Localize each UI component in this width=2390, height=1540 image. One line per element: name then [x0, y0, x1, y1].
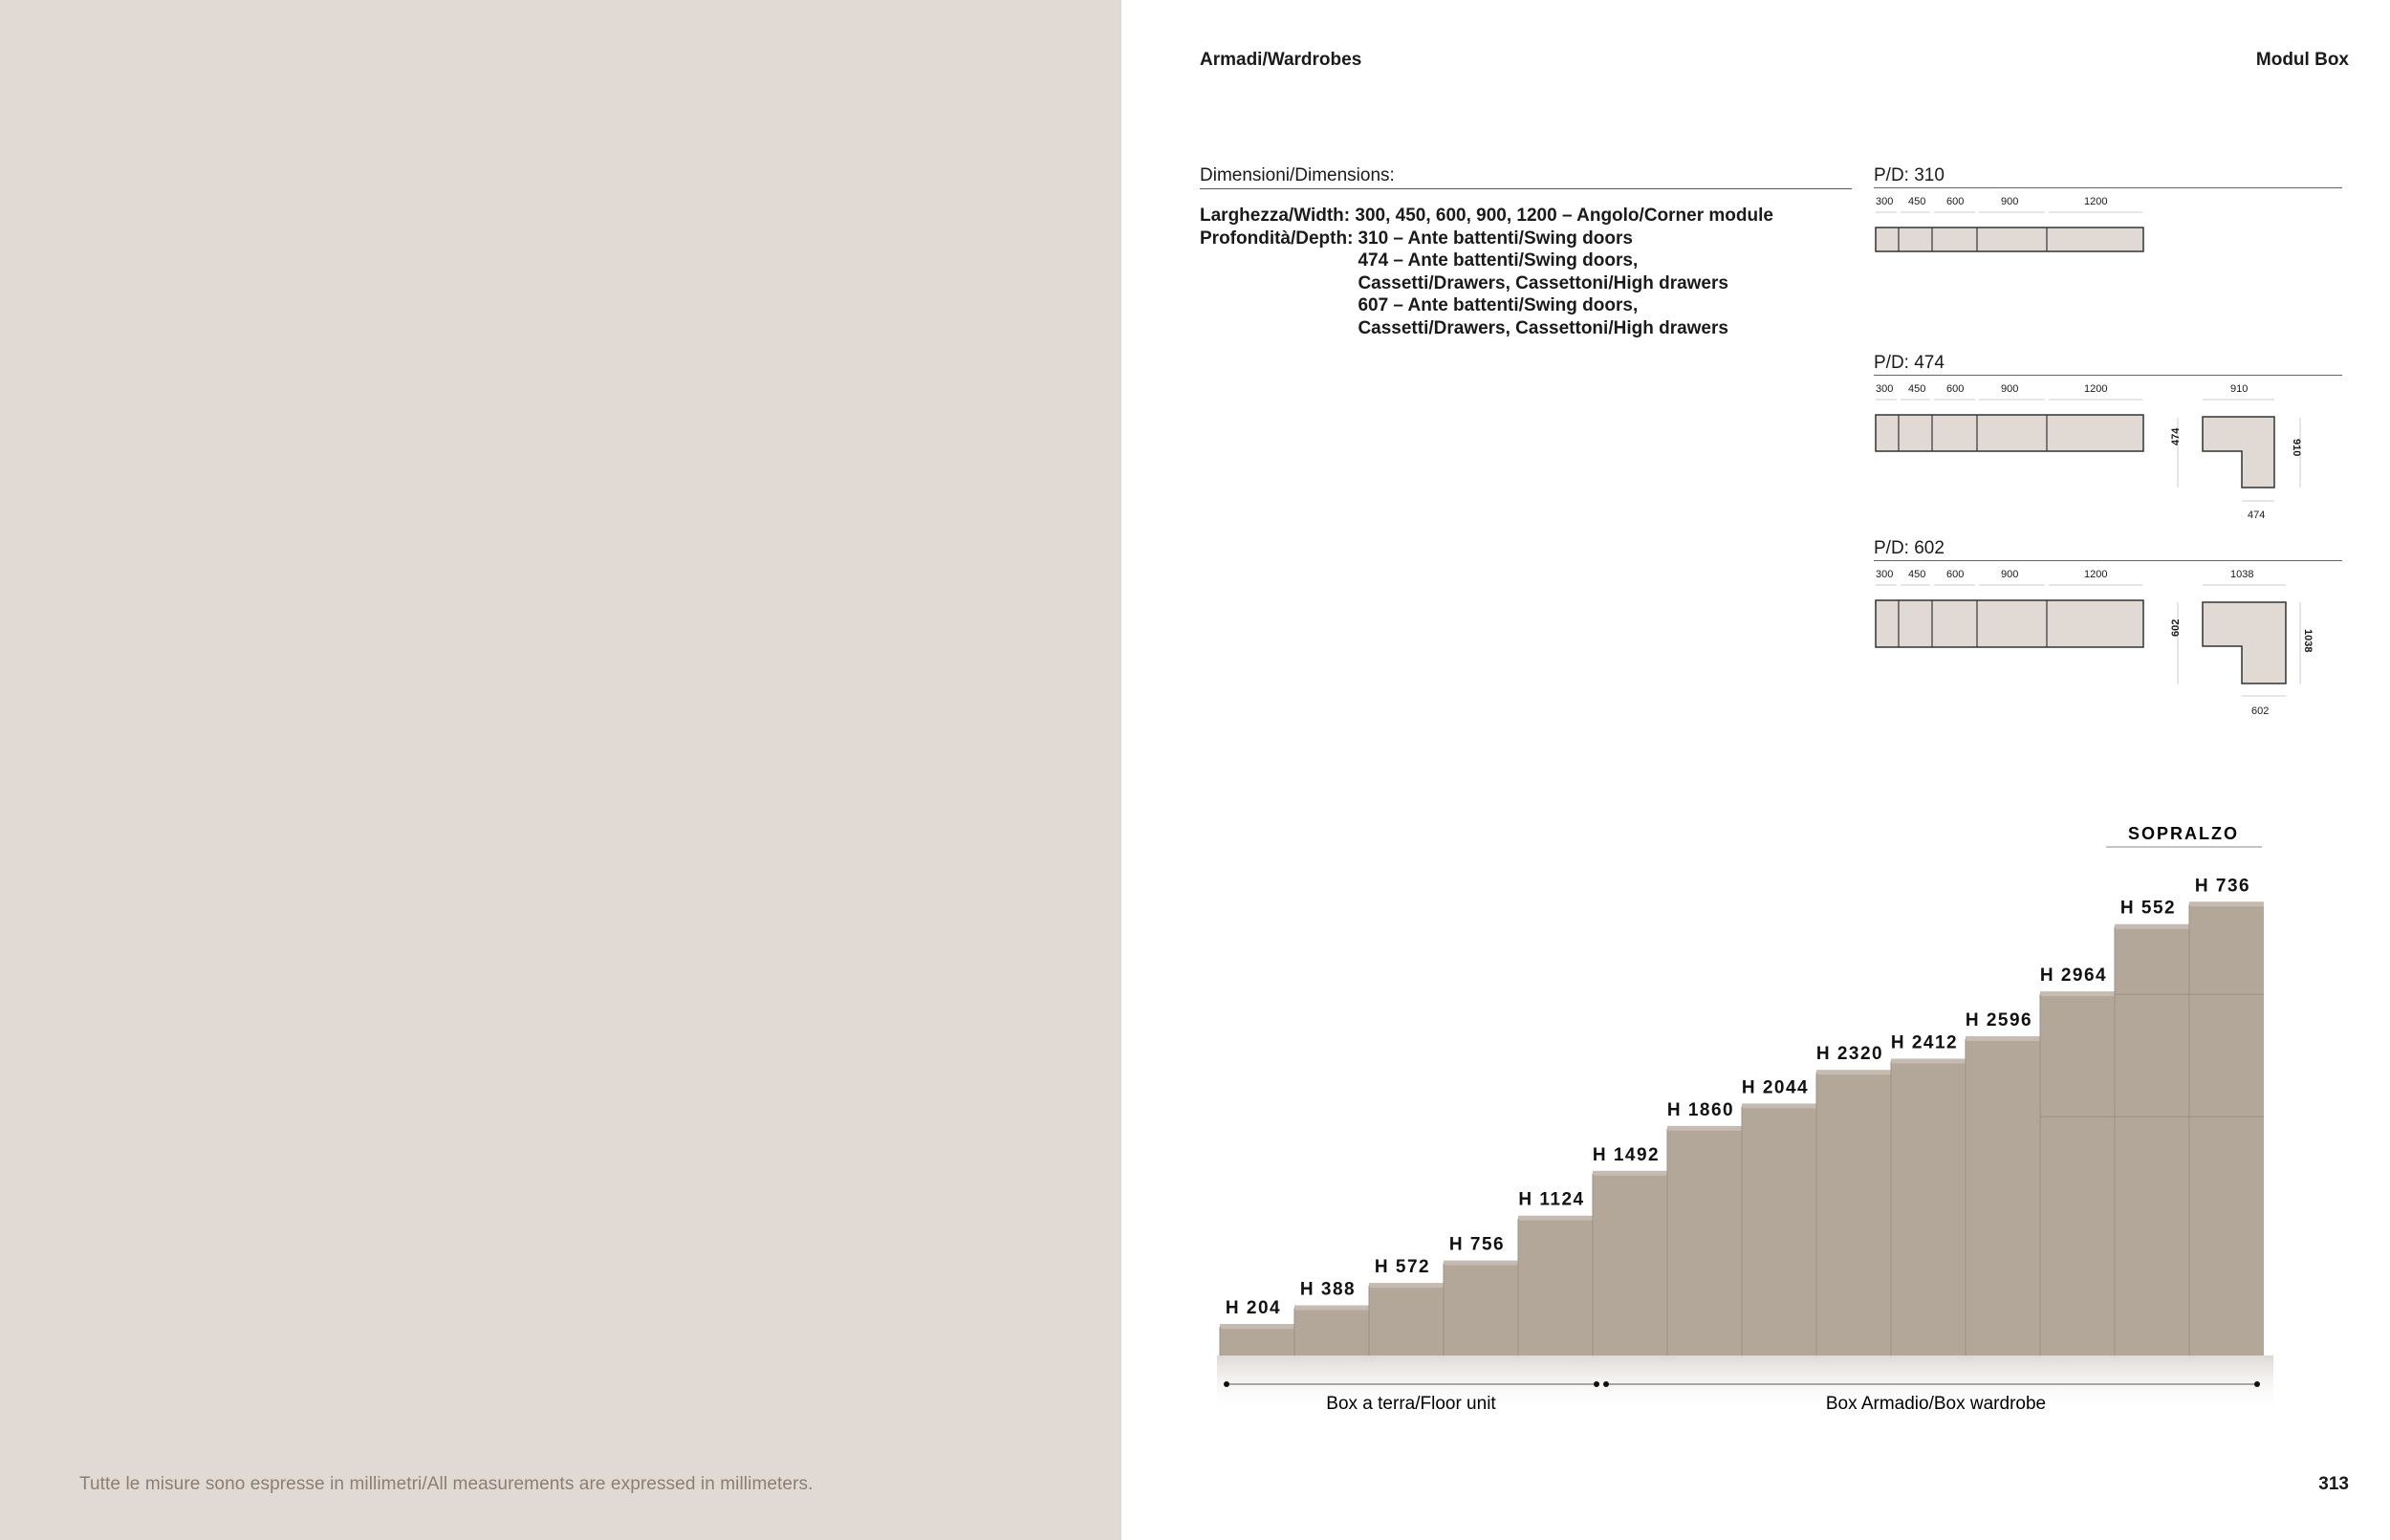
- box-body: [1294, 1309, 1369, 1356]
- box-top-edge: [1593, 1171, 1667, 1176]
- right-content-panel: [1121, 0, 2390, 1540]
- height-label: H 1492: [1592, 1144, 1661, 1165]
- box-step: [2040, 991, 2115, 1356]
- box-top-edge: [1294, 1306, 1369, 1311]
- product-title: Modul Box: [2255, 50, 2349, 70]
- width-label-900: 900: [2001, 569, 2019, 580]
- height-label: H 2044: [1741, 1077, 1810, 1098]
- width-values: 300, 450, 600, 900, 1200 – Angolo/Corner module: [1355, 206, 1773, 226]
- height-label: H 2412: [1890, 1032, 1959, 1053]
- box-step: [1220, 1324, 1294, 1356]
- range-dot: [1224, 1381, 1229, 1387]
- width-label: Larghezza/Width:: [1200, 206, 1351, 226]
- sopralzo-label: SOPRALZO: [2127, 824, 2240, 843]
- range-dot: [1603, 1381, 1609, 1387]
- box-step: [2189, 901, 2264, 1356]
- corner-label-top: 910: [2230, 383, 2249, 395]
- corner-label-left: 602: [2170, 618, 2182, 637]
- box-step: [1667, 1126, 1742, 1356]
- width-label-900: 900: [2001, 196, 2019, 207]
- height-label: H 572: [1374, 1257, 1431, 1278]
- box-body: [1369, 1286, 1444, 1356]
- floor-unit-label: Box a terra/Floor unit: [1326, 1394, 1496, 1414]
- box-body: [1444, 1264, 1518, 1356]
- dimensions-title: Dimensioni/Dimensions:: [1200, 165, 1852, 189]
- height-label: H 204: [1225, 1298, 1282, 1318]
- box-body: [1518, 1219, 1593, 1356]
- height-label: H 1124: [1518, 1189, 1585, 1210]
- depth-line-5: Cassetti/Drawers, Cassettoni/High drawers: [1358, 317, 1728, 338]
- box-top-edge: [1891, 1058, 1966, 1063]
- box-top-edge: [1444, 1261, 1518, 1266]
- range-dot: [2254, 1381, 2260, 1387]
- box-top-edge: [2189, 901, 2264, 906]
- corner-label-top: 1038: [2230, 569, 2254, 580]
- depth-line-4: 607 – Ante battenti/Swing doors,: [1358, 295, 1639, 315]
- box-step: [1742, 1103, 1816, 1356]
- measurement-note: Tutte le misure sono espresse in millimetri/All measurements are expressed in millimeters.: [79, 1474, 814, 1494]
- width-label-600: 600: [1946, 196, 1965, 207]
- width-label-450: 450: [1908, 569, 1926, 580]
- depth-474-title: P/D: 474: [1874, 353, 2342, 376]
- height-label: H 2596: [1965, 1010, 2033, 1031]
- box-wardrobe-label: Box Armadio/Box wardrobe: [1825, 1394, 2047, 1414]
- left-color-panel: [0, 0, 1121, 1540]
- depth-310-title: P/D: 310: [1874, 165, 2342, 188]
- box-top-edge: [1816, 1070, 1891, 1074]
- depth-602-title: P/D: 602: [1874, 538, 2342, 561]
- width-label-300: 300: [1876, 569, 1894, 580]
- box-top-edge: [1742, 1103, 1816, 1108]
- box-body: [1593, 1174, 1667, 1356]
- width-label-450: 450: [1908, 383, 1926, 395]
- box-step: [1891, 1058, 1966, 1356]
- depth-line-2: 474 – Ante battenti/Swing doors,: [1358, 250, 1639, 271]
- box-body: [2115, 927, 2189, 1356]
- corner-label-left: 474: [2170, 427, 2182, 445]
- box-body: [1966, 1039, 2040, 1356]
- box-body: [1742, 1106, 1816, 1356]
- height-label: H 756: [1448, 1234, 1506, 1255]
- depth-line-3: Cassetti/Drawers, Cassettoni/High drawers: [1358, 272, 1728, 293]
- box-top-edge: [2040, 991, 2115, 996]
- height-label: H 1860: [1666, 1099, 1735, 1120]
- box-step: [1593, 1171, 1667, 1356]
- width-label-600: 600: [1946, 383, 1965, 395]
- box-body: [1816, 1073, 1891, 1356]
- width-label-1200: 1200: [2084, 569, 2108, 580]
- width-label-600: 600: [1946, 569, 1965, 580]
- box-top-edge: [1518, 1216, 1593, 1221]
- box-body: [1220, 1327, 1294, 1356]
- box-top-edge: [1369, 1283, 1444, 1288]
- depth-line-1: 310 – Ante battenti/Swing doors: [1358, 228, 1633, 249]
- box-top-edge: [2115, 924, 2189, 929]
- width-label-300: 300: [1876, 383, 1894, 395]
- height-label: H 736: [2194, 876, 2251, 897]
- box-body: [2189, 904, 2264, 1356]
- corner-label-right: 1038: [2302, 629, 2314, 653]
- box-step: [2115, 924, 2189, 1356]
- page-number: 313: [2318, 1474, 2349, 1494]
- range-dot: [1594, 1381, 1599, 1387]
- corner-label-right: 910: [2291, 439, 2302, 457]
- height-label: H 2320: [1815, 1044, 1884, 1065]
- box-top-edge: [1966, 1036, 2040, 1041]
- box-step: [1444, 1261, 1518, 1356]
- height-label: H 388: [1299, 1279, 1357, 1300]
- box-top-edge: [1667, 1126, 1742, 1131]
- box-step: [1816, 1070, 1891, 1356]
- width-label-900: 900: [2001, 383, 2019, 395]
- box-step: [1294, 1306, 1369, 1356]
- section-title: Armadi/Wardrobes: [1200, 50, 1362, 70]
- width-label-1200: 1200: [2084, 383, 2108, 395]
- width-label-300: 300: [1876, 196, 1894, 207]
- width-label-1200: 1200: [2084, 196, 2108, 207]
- box-body: [1667, 1129, 1742, 1356]
- corner-label-bottom: 602: [2251, 705, 2270, 717]
- box-body: [1891, 1061, 1966, 1356]
- box-steps: [1220, 898, 2264, 1356]
- box-step: [1966, 1036, 2040, 1356]
- box-body: [2040, 994, 2115, 1356]
- width-label-450: 450: [1908, 196, 1926, 207]
- box-step: [1369, 1283, 1444, 1356]
- box-top-edge: [1220, 1324, 1294, 1329]
- depth-label: Profondità/Depth:: [1200, 228, 1354, 249]
- box-step: [1518, 1216, 1593, 1356]
- height-label: H 552: [2119, 898, 2177, 919]
- corner-label-bottom: 474: [2248, 510, 2266, 521]
- height-range-chart: [1121, 0, 2390, 1540]
- height-label: H 2964: [2039, 965, 2108, 987]
